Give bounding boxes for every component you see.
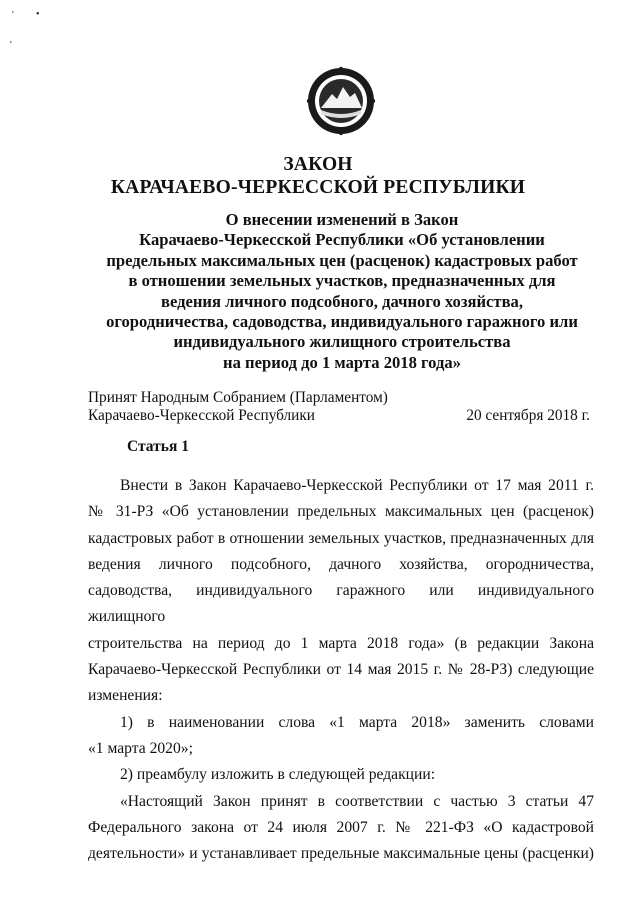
- adoption-date: 20 сентября 2018 г.: [466, 407, 590, 424]
- body-line: 1) в наименовании слова «1 марта 2018» заменить словами: [120, 713, 594, 731]
- article-body: [88, 473, 594, 867]
- scan-mark: ': [12, 10, 14, 21]
- subtitle-line: индивидуального жилищного строительства: [173, 332, 511, 352]
- subtitle-line: огородничества, садоводства, индивидуального гаражного или: [106, 312, 578, 332]
- body-line: садоводства, индивидуального гаражного или индивидуального жилищного: [88, 582, 594, 626]
- body-line: № 31-РЗ «Об установлении предельных максимальных цен (расценок): [88, 503, 594, 521]
- body-line: деятельности» и устанавливает предельные максимальные цены (расценки): [88, 845, 594, 863]
- adoption-row: [88, 407, 590, 425]
- body-line: строительства на период до 1 марта 2018 года» (в редакции Закона: [88, 634, 594, 652]
- subtitle-line: в отношении земельных участков, предназначенных для: [128, 271, 556, 291]
- body-line: «Настоящий Закон принят в соответствии с частью 3 статьи 47: [120, 792, 594, 810]
- body-line: Внести в Закон Карачаево-Черкесской Республики от 17 мая 2011 г.: [120, 477, 594, 494]
- subtitle-line: О внесении изменений в Закон: [225, 210, 459, 229]
- law-subtitle: [88, 210, 596, 373]
- subtitle-line: ведения личного подсобного, дачного хозяйства,: [161, 291, 523, 311]
- adoption-line: Принят Народным Собранием (Парламентом): [88, 389, 388, 406]
- body-line: изменения:: [88, 687, 163, 705]
- body-line: ведения личного подсобного, дачного хозяйства, огородничества,: [88, 555, 594, 573]
- adoption-body: Карачаево-Черкесской Республики: [88, 407, 315, 424]
- law-title: ЗАКОН: [283, 154, 353, 175]
- subtitle-line: на период до 1 марта 2018 года»: [223, 352, 461, 372]
- article-heading: Статья 1: [127, 438, 189, 455]
- republic-title: КАРАЧАЕВО-ЧЕРКЕССКОЙ РЕСПУБЛИКИ: [110, 177, 526, 198]
- scan-mark: •: [36, 9, 40, 20]
- body-line: 2) преамбулу изложить в следующей редакции:: [120, 766, 436, 784]
- body-line: Федерального закона от 24 июля 2007 г. № 221-ФЗ «О кадастровой: [88, 818, 594, 836]
- body-line: «1 марта 2020»;: [88, 739, 193, 757]
- coat-of-arms-icon: [306, 66, 376, 136]
- adoption-block: [88, 389, 590, 425]
- body-line: кадастровых работ в отношении земельных участков, предназначенных для: [88, 529, 594, 547]
- subtitle-line: Карачаево-Черкесской Республики «Об установлении: [139, 230, 545, 250]
- body-line: Карачаево-Черкесской Республики от 14 мая 2015 г. № 28-РЗ) следующие: [88, 661, 594, 679]
- subtitle-line: предельных максимальных цен (расценок) кадастровых работ: [106, 250, 578, 270]
- scan-mark: ': [10, 40, 12, 51]
